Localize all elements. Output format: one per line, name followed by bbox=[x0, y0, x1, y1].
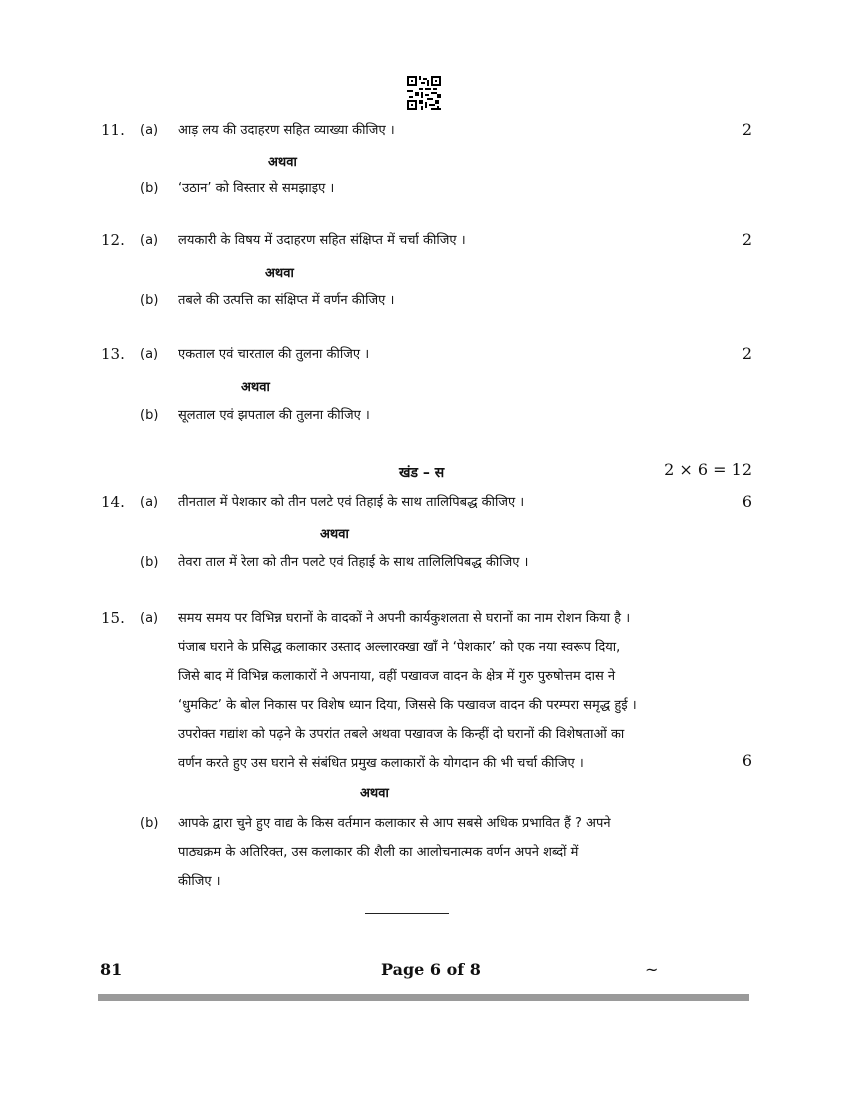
page-number: Page 6 of 8 bbox=[381, 960, 481, 979]
qr-code-icon bbox=[407, 76, 441, 110]
or-separator: अथवा bbox=[265, 266, 294, 281]
question-number: 13. bbox=[101, 345, 125, 363]
question-text: तीनताल में पेशकार को तीन पलटे एवं तिहाई के साथ तालिपिबद्ध कीजिए । bbox=[178, 495, 525, 510]
question-text: लयकारी के विषय में उदाहरण सहित संक्षिप्त में चर्चा कीजिए । bbox=[178, 233, 466, 248]
question-text: सूलताल एवं झपताल की तुलना कीजिए । bbox=[178, 408, 370, 423]
paragraph-line: समय समय पर विभिन्न घरानों के वादकों ने अपनी कार्यकुशलता से घरानों का नाम रोशन किया है । bbox=[178, 611, 631, 626]
marks: 2 bbox=[741, 120, 752, 139]
part-label: (b) bbox=[140, 555, 159, 570]
paragraph-line: आपके द्वारा चुने हुए वाद्य के किस वर्तमान कलाकार से आप सबसे अधिक प्रभावित हैं ? अपने bbox=[178, 816, 611, 831]
question-text: तेवरा ताल में रेला को तीन पलटे एवं तिहाई के साथ तालिलिपिबद्ध कीजिए । bbox=[178, 555, 529, 570]
marks: 6 bbox=[741, 751, 752, 770]
question-text: एकताल एवं चारताल की तुलना कीजिए । bbox=[178, 347, 370, 362]
paragraph-line: ‘धुमकिट’ के बोल निकास पर विशेष ध्यान दिया, जिससे कि पखावज वादन की परम्परा समृद्ध हुई । bbox=[178, 698, 637, 713]
section-title: खंड – स bbox=[399, 465, 445, 481]
marks: 2 bbox=[741, 230, 752, 249]
footer-bar bbox=[98, 994, 749, 1001]
or-separator: अथवा bbox=[360, 786, 389, 801]
part-label: (b) bbox=[140, 293, 159, 308]
part-label: (b) bbox=[140, 408, 159, 423]
marks: 2 bbox=[741, 344, 752, 363]
paragraph-line: कीजिए । bbox=[178, 874, 221, 889]
or-separator: अथवा bbox=[320, 527, 349, 542]
question-text: ‘उठान’ को विस्तार से समझाइए । bbox=[178, 181, 335, 196]
question-paragraph bbox=[178, 604, 718, 778]
section-marks: 2 × 6 = 12 bbox=[664, 460, 752, 479]
paragraph-line: पाठ्यक्रम के अतिरिक्त, उस कलाकार की शैली का आलोचनात्मक वर्णन अपने शब्दों में bbox=[178, 845, 579, 860]
end-divider bbox=[365, 913, 449, 914]
question-number: 14. bbox=[101, 493, 125, 511]
question-text: आड़ लय की उदाहरण सहित व्याख्या कीजिए । bbox=[178, 123, 395, 138]
paper-code: 81 bbox=[100, 960, 123, 979]
paragraph-line: पंजाब घराने के प्रसिद्ध कलाकार उस्ताद अल्लारक्खा खाँ ने ‘पेशकार’ को एक नया स्वरूप दिया, bbox=[178, 640, 621, 655]
question-paragraph bbox=[178, 809, 718, 896]
question-number: 12. bbox=[101, 231, 125, 249]
paragraph-line: उपरोक्त गद्यांश को पढ़ने के उपरांत तबले अथवा पखावज के किन्हीं दो घरानों की विशेषताओं का bbox=[178, 727, 625, 742]
or-separator: अथवा bbox=[268, 155, 297, 170]
paragraph-line: जिसे बाद में विभिन्न कलाकारों ने अपनाया, वहीं पखावज वादन के क्षेत्र में गुरु पुरुषोत्तम दास ने bbox=[178, 669, 616, 684]
part-label: (a) bbox=[140, 347, 159, 362]
footer-mark: ~ bbox=[645, 960, 659, 979]
part-label: (b) bbox=[140, 181, 159, 196]
part-label: (a) bbox=[140, 233, 159, 248]
or-separator: अथवा bbox=[241, 380, 270, 395]
question-text: तबले की उत्पत्ति का संक्षिप्त में वर्णन कीजिए । bbox=[178, 293, 395, 308]
paragraph-line: वर्णन करते हुए उस घराने से संबंधित प्रमुख कलाकारों के योगदान की भी चर्चा कीजिए । bbox=[178, 756, 584, 771]
question-number: 15. bbox=[101, 609, 125, 627]
part-label: (a) bbox=[140, 495, 159, 510]
part-label: (a) bbox=[140, 123, 159, 138]
marks: 6 bbox=[741, 492, 752, 511]
part-label: (a) bbox=[140, 611, 159, 626]
part-label: (b) bbox=[140, 816, 159, 831]
question-number: 11. bbox=[101, 121, 125, 139]
